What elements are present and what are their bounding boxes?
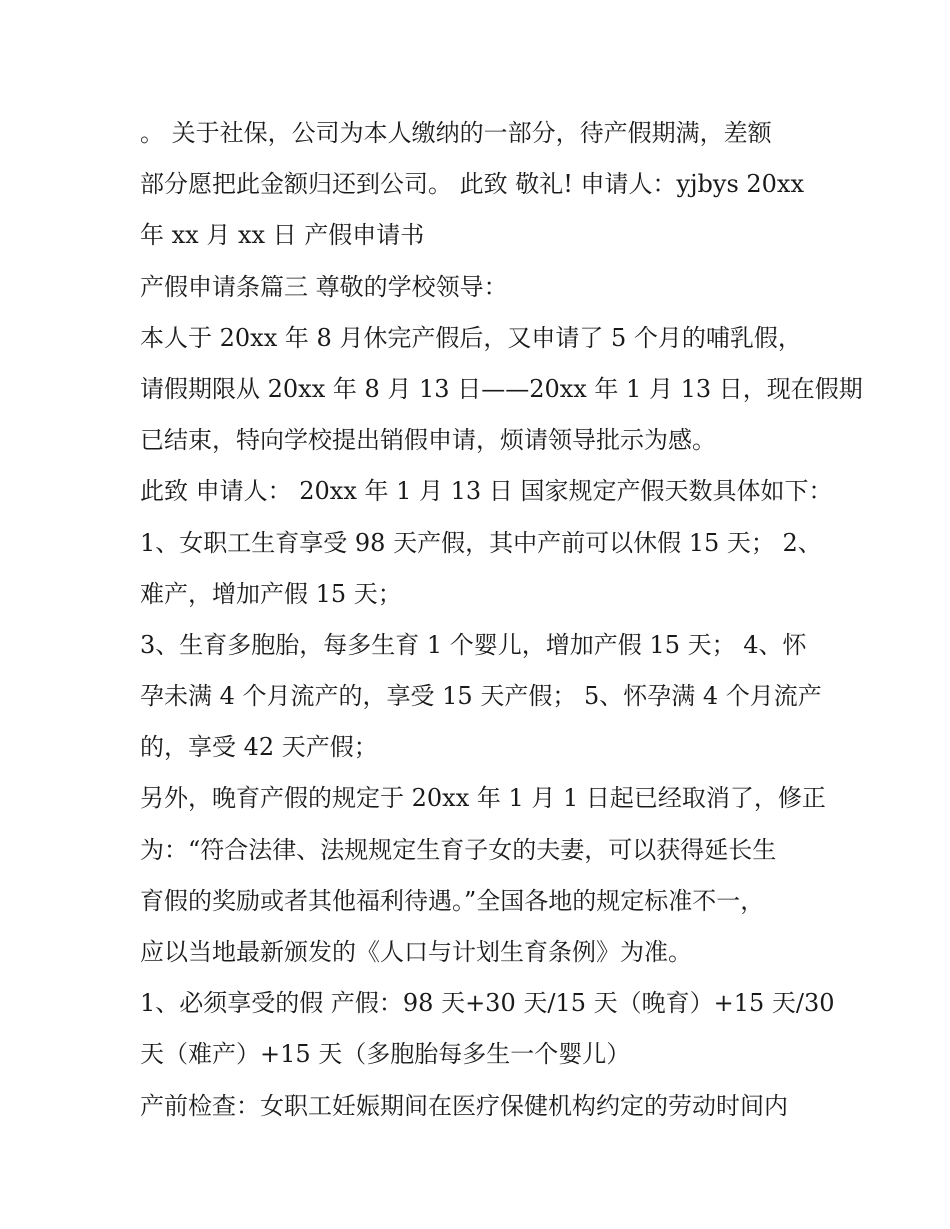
text-line: 年 xx 月 xx 日 产假申请书 (140, 221, 425, 250)
text-line: 请假期限从 20xx 年 8 月 13 日——20xx 年 1 月 13 日，现在假期 (140, 374, 863, 403)
text-line: 的，享受 42 天产假； (140, 733, 378, 762)
document-body (140, 108, 863, 1132)
text-line: 天（难产）+15 天（多胞胎每多生一个婴儿） (140, 1040, 631, 1069)
text-line: 1、必须享受的假 产假：98 天+30 天/15 天（晚育）+15 天/30 (140, 989, 835, 1018)
text-line: 部分愿把此金额归还到公司。 此致 敬礼! 申请人：yjbys 20xx (140, 170, 805, 199)
text-line: 3、生育多胞胎，每多生育 1 个婴儿，增加产假 15 天； 4、怀 (140, 630, 807, 659)
text-line: 为：“符合法律、法规规定生育子女的夫妻，可以获得延长生 (140, 835, 777, 864)
text-line: 另外，晚育产假的规定于 20xx 年 1 月 1 日起已经取消了，修正 (140, 784, 826, 813)
text-line: 。 关于社保，公司为本人缴纳的一部分，待产假期满，差额 (140, 119, 772, 147)
text-line: 难产，增加产假 15 天； (140, 579, 402, 608)
text-line: 1、女职工生育享受 98 天产假，其中产前可以休假 15 天； 2、 (140, 528, 822, 557)
text-line: 孕未满 4 个月流产的，享受 15 天产假； 5、怀孕满 4 个月流产 (140, 682, 822, 711)
text-line: 本人于 20xx 年 8 月休完产假后，又申请了 5 个月的哺乳假， (140, 323, 802, 352)
text-line: 产前检查：女职工妊娠期间在医疗保健机构约定的劳动时间内 (140, 1091, 788, 1120)
text-line: 此致 申请人： 20xx 年 1 月 13 日 国家规定产假天数具体如下： (140, 477, 833, 506)
text-line: 已结束，特向学校提出销假申请，烦请领导批示为感。 (140, 426, 716, 455)
text-line: 应以当地最新颁发的《人口与计划生育条例》为准。 (140, 938, 692, 966)
text-line: 育假的奖励或者其他福利待遇。”全国各地的规定标准不一， (140, 886, 765, 915)
text-line: 产假申请条篇三 尊敬的学校领导： (140, 272, 508, 301)
